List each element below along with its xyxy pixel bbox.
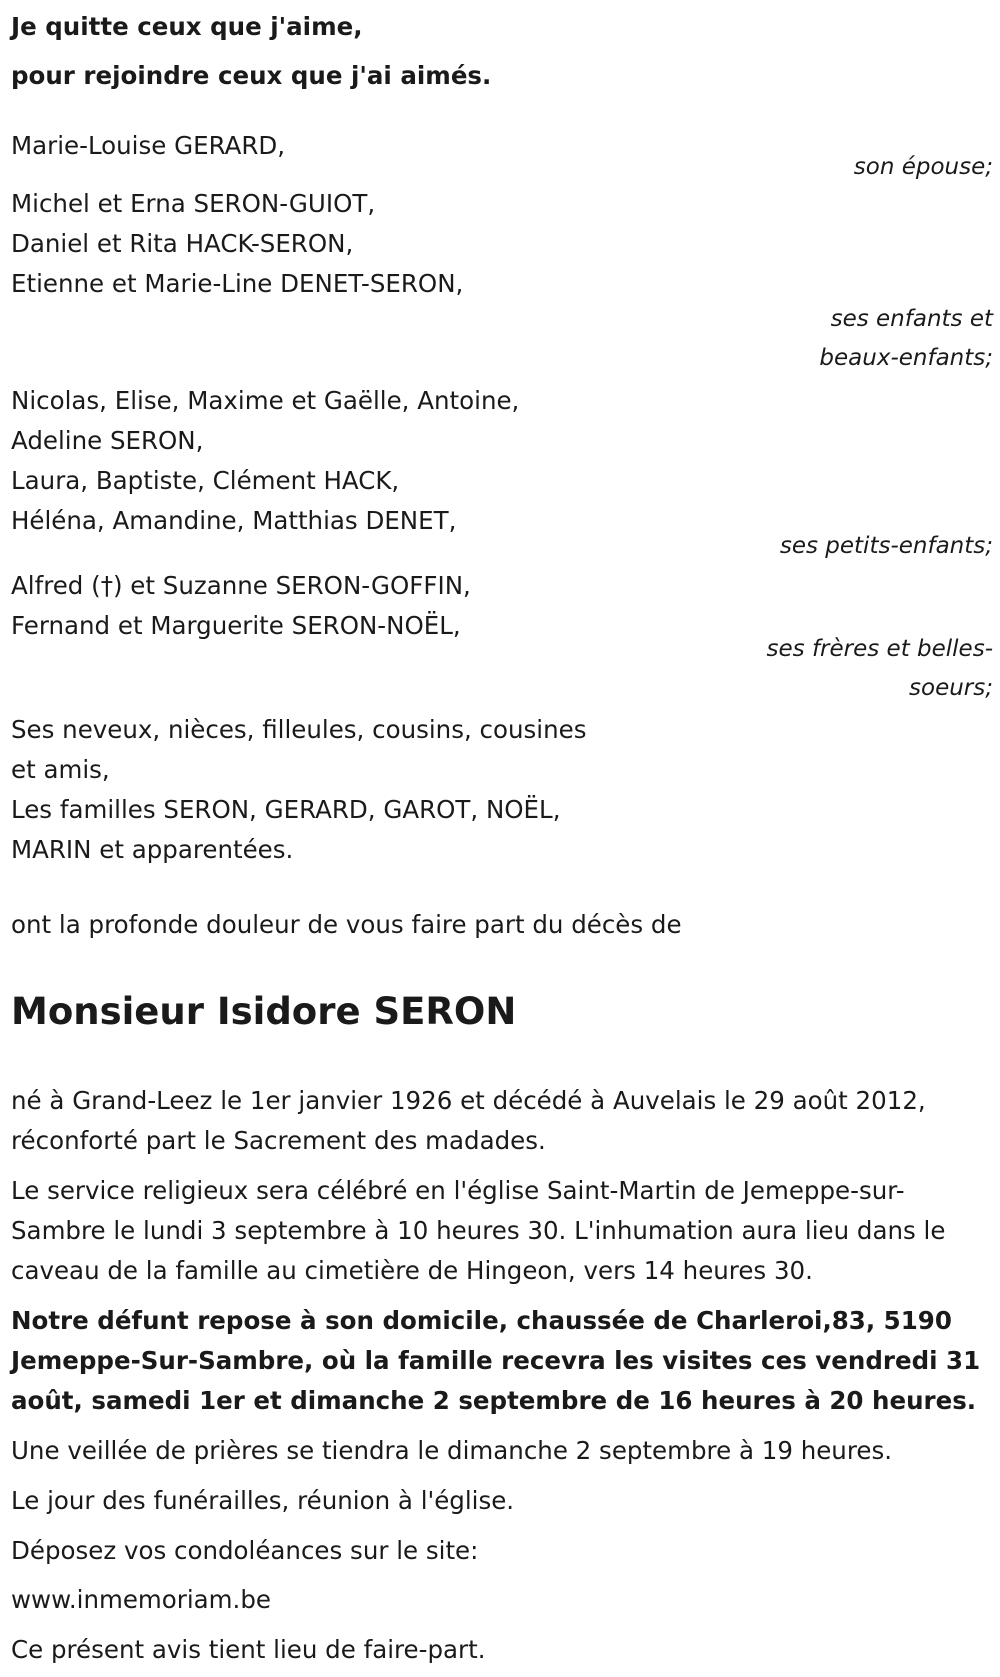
- children-relation-2: beaux-enfants;: [819, 345, 993, 371]
- notice-paragraph: Ce présent avis tient lieu de faire-part.: [11, 1635, 486, 1664]
- quote-line-1: Je quitte ceux que j'aime,: [11, 12, 363, 41]
- child-line: Daniel et Rita HACK-SERON,: [11, 229, 354, 258]
- child-line: Michel et Erna SERON-GUIOT,: [11, 189, 376, 218]
- grandchild-line: Nicolas, Elise, Maxime et Gaëlle, Antoine,: [11, 386, 520, 415]
- children-relation-1: ses enfants et: [830, 306, 993, 332]
- vigil-paragraph: Une veillée de prières se tiendra le dimanche 2 septembre à 19 heures.: [11, 1436, 892, 1465]
- deceased-name: Monsieur Isidore SERON: [11, 990, 517, 1033]
- child-line: Etienne et Marie-Line DENET-SERON,: [11, 269, 464, 298]
- grandchild-line: Héléna, Amandine, Matthias DENET,: [11, 506, 457, 535]
- birth-death-paragraph: né à Grand-Leez le 1er janvier 1926 et décédé à Auvelais le 29 août 2012, réconforté part le Sacrement des madades.: [11, 1086, 926, 1155]
- condolences-paragraph: Déposez vos condoléances sur le site:: [11, 1536, 479, 1565]
- funeral-day-paragraph: Le jour des funérailles, réunion à l'église.: [11, 1486, 515, 1515]
- grandchild-line: Adeline SERON,: [11, 426, 204, 455]
- website-link[interactable]: www.inmemoriam.be: [11, 1585, 271, 1614]
- others-line: Les familles SERON, GERARD, GAROT, NOËL,: [11, 795, 561, 824]
- service-paragraph: Le service religieux sera célébré en l'église Saint-Martin de Jemeppe-sur-Sambre le lundi 3 septembre à 10 heures 30. L'inhumation aura lieu dans le caveau de la famille au cimetière de Hingeon, vers 14 heures 30.: [11, 1176, 946, 1285]
- others-line: et amis,: [11, 755, 110, 784]
- grandchildren-block: [11, 381, 993, 541]
- children-block: [11, 184, 993, 304]
- sibling-line: Fernand et Marguerite SERON-NOËL,: [11, 611, 461, 640]
- spouse-block: [11, 126, 993, 166]
- spouse-relation: son épouse;: [853, 154, 993, 180]
- visitation-paragraph: Notre défunt repose à son domicile, chaussée de Charleroi,83, 5190 Jemeppe-Sur-Sambre, où la famille recevra les visites ces vendredi 31 août, samedi 1er et dimanche 2 septembre de 16 heures à 20 heures.: [11, 1306, 981, 1415]
- spouse-name: Marie-Louise GERARD,: [11, 131, 286, 160]
- others-line: Ses neveux, nièces, filleules, cousins, cousines: [11, 715, 587, 744]
- others-block: [11, 710, 993, 870]
- others-line: MARIN et apparentées.: [11, 835, 294, 864]
- quote-line-2: pour rejoindre ceux que j'ai aimés.: [11, 61, 492, 90]
- siblings-relation-2: soeurs;: [909, 675, 993, 701]
- grandchildren-relation: ses petits-enfants;: [779, 533, 993, 559]
- grandchild-line: Laura, Baptiste, Clément HACK,: [11, 466, 400, 495]
- sibling-line: Alfred (†) et Suzanne SERON-GOFFIN,: [11, 571, 471, 600]
- siblings-relation-1: ses frères et belles-: [766, 636, 993, 662]
- announcement: ont la profonde douleur de vous faire part du décès de: [11, 910, 682, 939]
